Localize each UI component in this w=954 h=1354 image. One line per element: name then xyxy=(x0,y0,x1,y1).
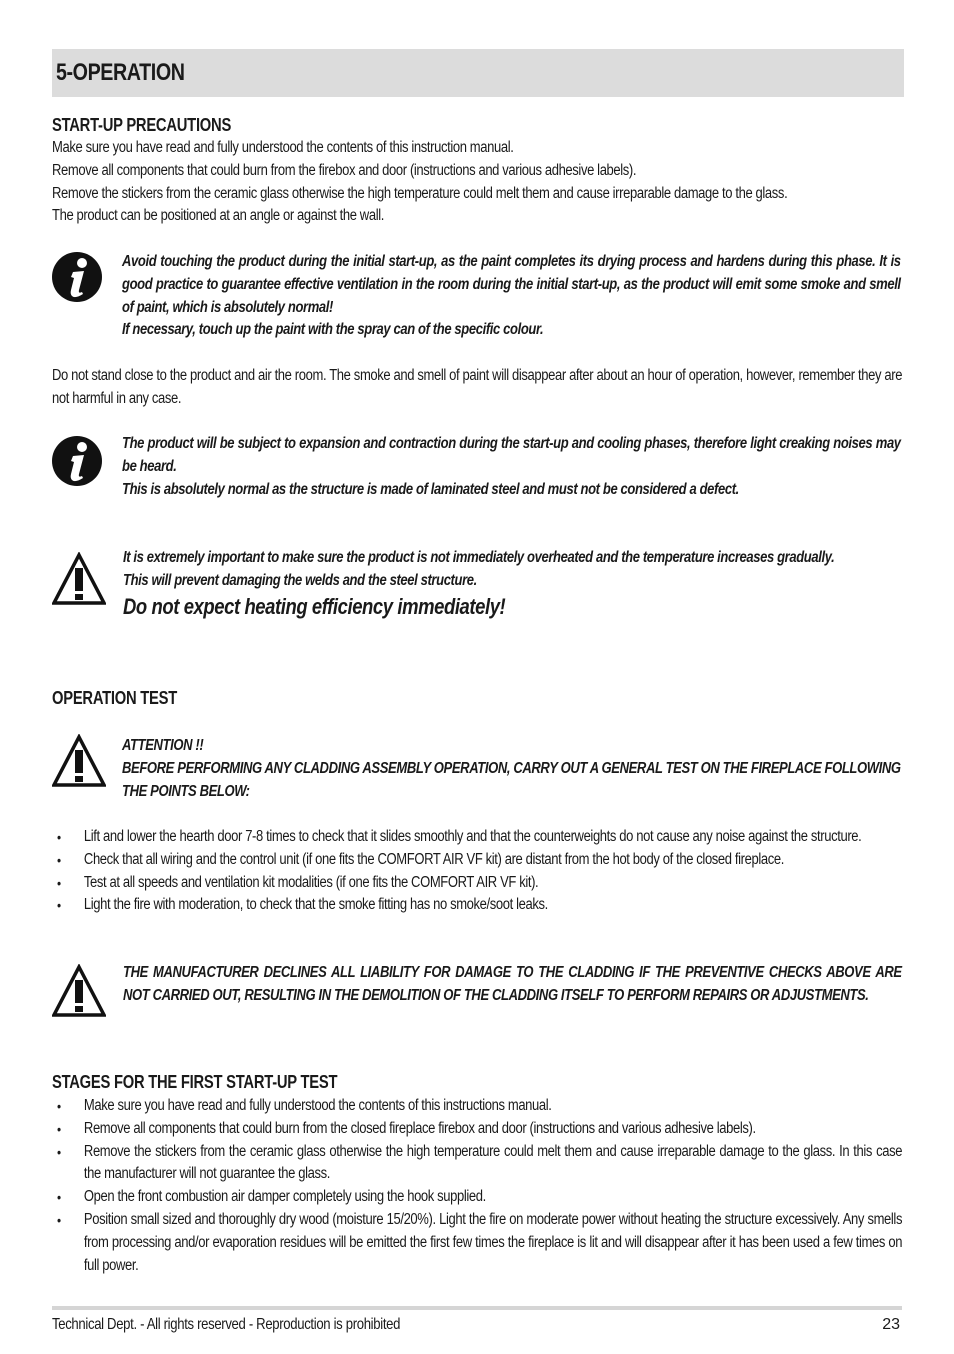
smoke-paragraph: Do not stand close to the product and air the room. The smoke and smell of paint will disappear after about an hour of operation, however, remember they are not harmful in any case. xyxy=(52,367,903,407)
attention-line: ATTENTION !! xyxy=(122,737,204,754)
info-icon xyxy=(52,434,106,488)
info-note-2 xyxy=(122,433,901,501)
operation-test-list xyxy=(52,826,902,917)
precaution-line: Remove the stickers from the ceramic glass otherwise the high temperature could melt them and cause irreparable damage to the glass. xyxy=(52,184,788,202)
warning-note-1 xyxy=(123,547,902,621)
section-header-bar xyxy=(52,49,904,97)
section-title: 5-OPERATION xyxy=(56,59,185,86)
warning-note-1-text: It is extremely important to make sure the product is not immediately overheated and the temperature increases gradually. xyxy=(123,549,835,566)
warning-note-1-text2: This will prevent damaging the welds and the steel structure. xyxy=(123,571,477,589)
info-note-1-text2: If necessary, touch up the paint with the spray can of the specific colour. xyxy=(122,321,544,339)
warning-icon xyxy=(52,964,106,1018)
info-note-1-text: Avoid touching the product during the initial start-up, as the paint completes its drying process and hardens during this phase. It is good practice to guarantee effective ventilation in the room during the initial start-up, as the product will emit some smoke and smell of paint, which is absolutely normal! xyxy=(122,253,901,316)
info-icon xyxy=(52,250,106,304)
startup-precautions-text xyxy=(52,137,902,228)
list-item: • Remove the stickers from the ceramic glass otherwise the high temperature could melt them and cause irreparable damage to the glass. In this case the manufacturer will not guarantee the glass. xyxy=(52,1141,902,1187)
warning-icon xyxy=(52,734,106,788)
precaution-line: Remove all components that could burn from the firebox and door (instructions and various adhesive labels). xyxy=(52,161,637,179)
info-note-1 xyxy=(122,251,901,342)
list-item: • Check that all wiring and the control unit (if one fits the COMFORT AIR VF kit) are distant from the hot body of the closed fireplace. xyxy=(52,849,902,872)
info-note-2-text: The product will be subject to expansion and contraction during the start-up and cooling phases, therefore light creaking noises may be heard. xyxy=(122,435,901,475)
precaution-line: The product can be positioned at an angle or against the wall. xyxy=(52,207,384,225)
operation-test-warning xyxy=(122,735,901,803)
warning-note-1-emphasis: Do not expect heating efficiency immediately! xyxy=(123,593,506,619)
info-note-2-text2: This is absolutely normal as the structure is made of laminated steel and must not be considered a defect. xyxy=(122,480,739,498)
startup-precautions-heading: START-UP PRECAUTIONS xyxy=(52,115,232,135)
page-number: 23 xyxy=(882,1316,900,1333)
precaution-line: Make sure you have read and fully understood the contents of this instruction manual. xyxy=(52,139,514,156)
list-item: • Test at all speeds and ventilation kit modalities (if one fits the COMFORT AIR VF kit). xyxy=(52,872,902,895)
footer-divider xyxy=(52,1306,902,1310)
operation-test-heading: OPERATION TEST xyxy=(52,688,178,708)
list-item: • Open the front combustion air damper completely using the hook supplied. xyxy=(52,1186,902,1209)
list-item: • Light the fire with moderation, to check that the smoke fitting has no smoke/soot leaks. xyxy=(52,894,902,917)
stages-list xyxy=(52,1095,902,1277)
footer-copyright: Technical Dept. - All rights reserved - Reproduction is prohibited xyxy=(52,1316,401,1333)
stages-heading: STAGES FOR THE FIRST START-UP TEST xyxy=(52,1072,338,1092)
warning-icon xyxy=(52,552,106,606)
attention-instruction: BEFORE PERFORMING ANY CLADDING ASSEMBLY OPERATION, CARRY OUT A GENERAL TEST ON THE FIREPLACE FOLLOWING THE POINTS BELOW: xyxy=(122,759,901,800)
list-item: • Lift and lower the hearth door 7-8 times to check that it slides smoothly and that the counterweights do not cause any noise against the structure. xyxy=(52,826,902,849)
list-item: • Remove all components that could burn from the closed fireplace firebox and door (instructions and various adhesive labels). xyxy=(52,1118,902,1141)
list-item: • Position small sized and thoroughly dry wood (moisture 15/20%). Light the fire on moderate power without heating the structure excessively. Any smells from processing and/or evaporation residues will be emitted the first few times the fireplace is lit and will disappear after it has been used a few times on full power. xyxy=(52,1209,902,1277)
list-item: • Make sure you have read and fully understood the contents of this instructions manual. xyxy=(52,1095,902,1118)
liability-disclaimer: THE MANUFACTURER DECLINES ALL LIABILITY FOR DAMAGE TO THE CLADDING IF THE PREVENTIVE CHECKS ABOVE ARE NOT CARRIED OUT, RESULTING IN THE DEMOLITION OF THE CLADDING ITSELF TO PERFORM REPAIRS OR ADJUSTMENTS. xyxy=(123,964,902,1004)
